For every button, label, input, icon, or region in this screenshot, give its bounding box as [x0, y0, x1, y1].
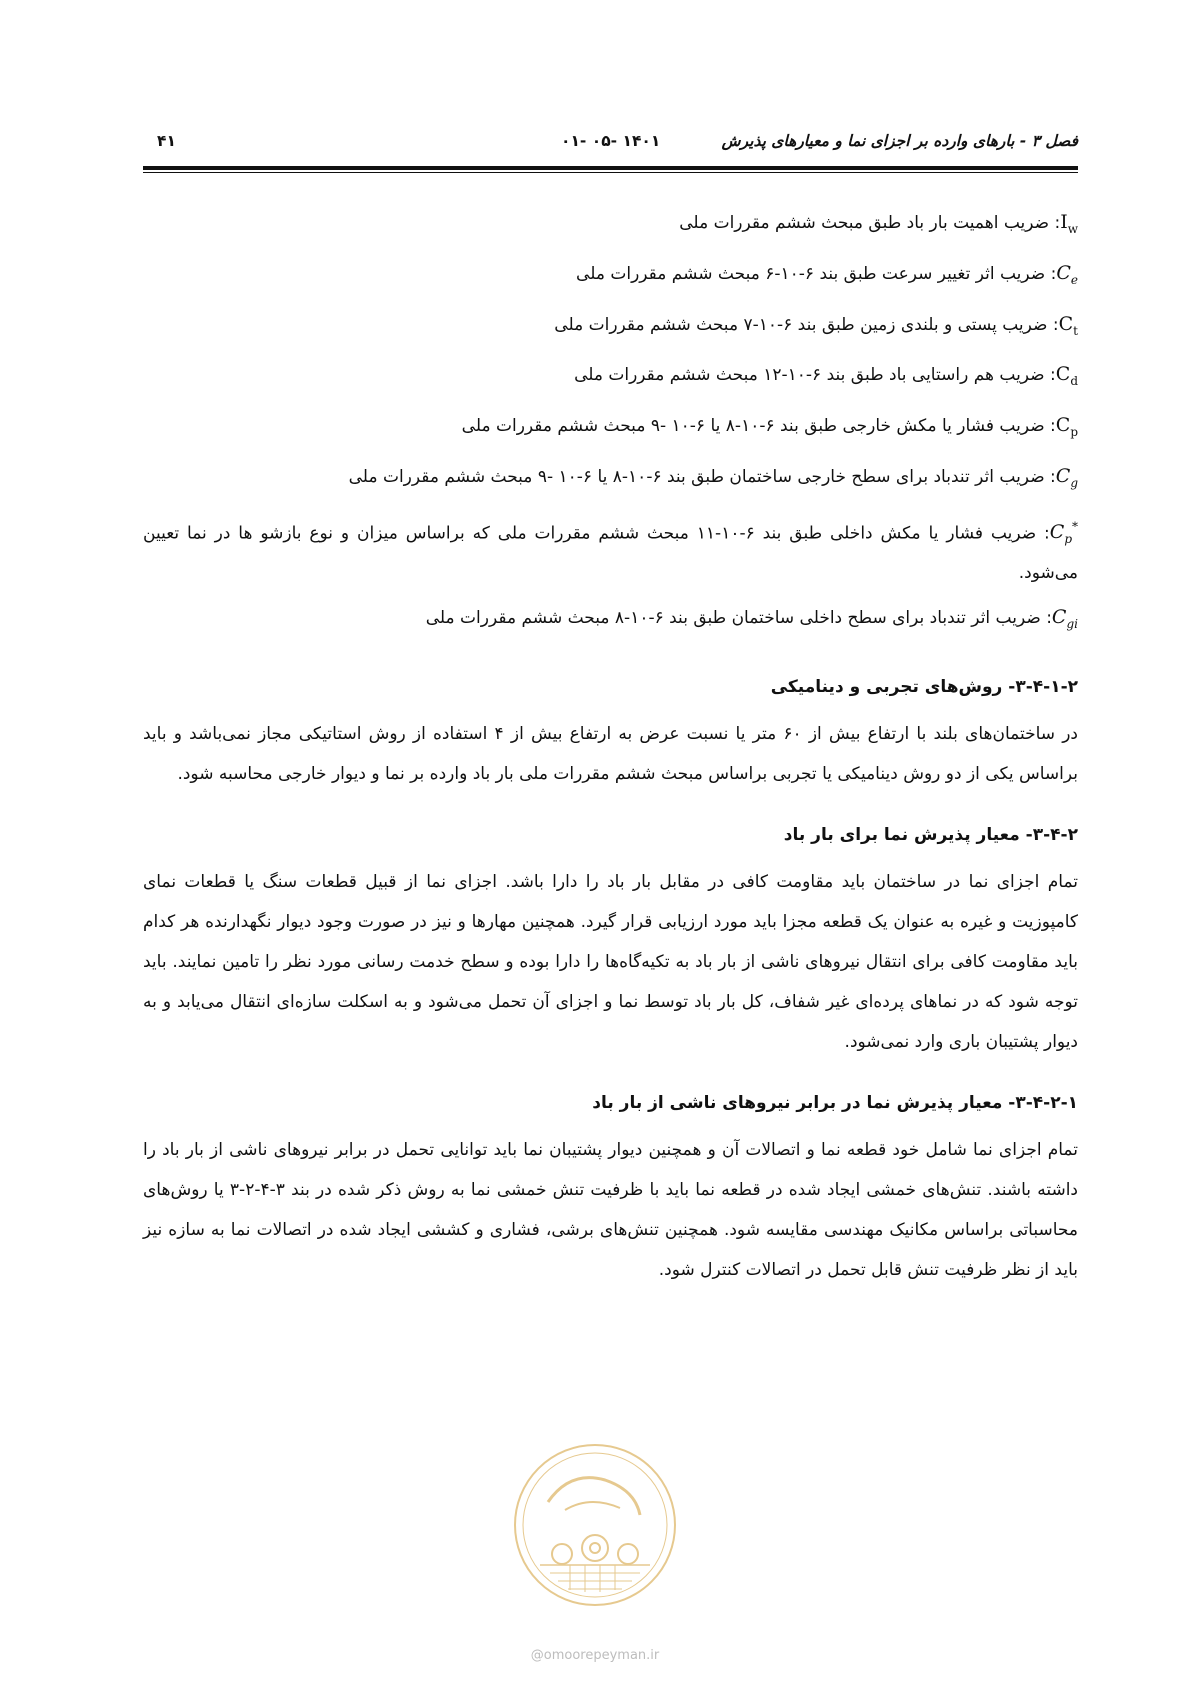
page-header: [143, 128, 1078, 162]
section-paragraph: تمام اجزای نما در ساختمان باید مقاومت کافی در مقابل بار باد را دارا باشد. اجزای نما از قبیل قطعات سنگ یا قطعات نمای کامپوزیت و غیره به عنوان یک قطعه مجزا باید مورد ارزیابی قرار گیرد. همچنین مهارها و نیز در صورت وجود دیوار نگهدارنده هر کدام باید مقاومت کافی برای انتقال نیروهای ناشی از بار باد به تکیه‌گاه‌ها را دارا بوده و سطح خدمت رسانی مورد نظر را تامین نمایند. باید توجه شود که در نماهای پرده‌ای غیر شفاف، کل بار باد توسط نما و اجزای آن تحمل می‌شود و به اسکلت سازه‌ای انتقال می‌یابد و به دیوار پشتیبان باری وارد نمی‌شود.: [143, 871, 1078, 1052]
symbol: $C_g$: [1055, 464, 1078, 490]
section-paragraph: تمام اجزای نما شامل خود قطعه نما و اتصالات آن و همچنین دیوار پشتیبان نما باید توانایی تحمل در برابر نیروهای ناشی از بار باد را داشته باشند. تنش‌های خمشی ایجاد شده در قطعه نما باید با ظرفیت تنش خمشی نما به روش ذکر شده در بند ۳-۴-۲-۳ یا روش‌های محاسباتی براساس مکانیک مهندسی مقایسه شود. همچنین تنش‌های برشی، فشاری و کششی ایجاد شده در اتصالات نما به سازه نیز باید از نظر ظرفیت تنش قابل تحمل در اتصالات کنترل شود.: [143, 1139, 1078, 1280]
section-paragraph: در ساختمان‌های بلند با ارتفاع بیش از ۶۰ متر یا نسبت عرض به ارتفاع بیش از ۴ استفاده از روش استاتیکی مجاز نمی‌باشد و باید براساس یکی از دو روش دینامیکی یا تجربی براساس مبحث ششم مقررات ملی بار باد وارده بر نما و دیوار خارجی محاسبه شود.: [143, 723, 1078, 784]
symbol: $C_t$: [1058, 312, 1078, 338]
definition-text: : ضریب پستی و بلندی زمین طبق بند ۶-۱۰-۷ مبحث ششم مقررات ملی: [554, 314, 1059, 335]
symbol: $C_p^*$: [1049, 519, 1078, 546]
page-number: ۴۱: [157, 132, 176, 150]
header-rule-thin: [143, 172, 1078, 173]
definition-cgi: [143, 595, 1078, 646]
definition-text: : ضریب اهمیت بار باد طبق مبحث ششم مقررات ملی: [679, 213, 1061, 233]
page-content: [143, 200, 1078, 1290]
symbol: $C_e$: [1056, 261, 1078, 287]
definition-cd: [143, 352, 1078, 403]
definition-text: : ضریب اثر تندباد برای سطح خارجی ساختمان طبق بند ۶-۱۰-۸ یا ۶-۱۰ -۹ مبحث ششم مقررات ملی: [348, 466, 1056, 487]
definition-text: : ضریب اثر تندباد برای سطح داخلی ساختمان طبق بند ۶-۱۰-۸ مبحث ششم مقررات ملی: [425, 607, 1052, 628]
section-heading: ۳-۴-۲- معیار پذیرش نما برای بار باد: [783, 824, 1078, 845]
symbol: $C_{gi}$: [1051, 605, 1078, 631]
watermark-seal-logo: [510, 1440, 680, 1610]
symbol-definitions: [143, 200, 1078, 646]
header-rule-thick: [143, 166, 1078, 170]
seal-graphic: [510, 1440, 680, 1610]
header-date: ۰۱- ۰۵- ۱۴۰۱: [561, 132, 661, 150]
section-heading: ۳-۴-۱-۲- روش‌های تجربی و دینامیکی: [770, 676, 1078, 697]
definition-cg: [143, 454, 1078, 505]
symbol: $C_p$: [1055, 414, 1078, 439]
definition-text: : ضریب فشار یا مکش خارجی طبق بند ۶-۱۰-۸ یا ۶-۱۰ -۹ مبحث ششم مقررات ملی: [461, 416, 1056, 437]
definition-ce: [143, 251, 1078, 302]
definition-cp-star: [143, 505, 1078, 595]
definition-ct: [143, 302, 1078, 353]
definition-text: : ضریب فشار یا مکش داخلی طبق بند ۶-۱۰-۱۱ مبحث ششم مقررات ملی که براساس میزان و نوع بازشو ها در نما تعیین می‌شود.: [143, 523, 1078, 583]
definition-iw: [143, 200, 1078, 251]
symbol: $C_d$: [1055, 363, 1078, 389]
watermark-handle: @omoorepeyman.ir: [530, 1648, 660, 1663]
section-heading: ۳-۴-۲-۱- معیار پذیرش نما در برابر نیروهای ناشی از بار باد: [592, 1092, 1078, 1113]
definition-cp: [143, 403, 1078, 454]
chapter-title: فصل ۳ - بارهای وارده بر اجزای نما و معیارهای پذیرش: [721, 132, 1078, 150]
definition-text: : ضریب اثر تغییر سرعت طبق بند ۶-۱۰-۶ مبحث ششم مقررات ملی: [576, 263, 1057, 284]
definition-text: : ضریب هم راستایی باد طبق بند ۶-۱۰-۱۲ مبحث ششم مقررات ملی: [574, 365, 1056, 386]
symbol: $I_w$: [1060, 211, 1078, 236]
